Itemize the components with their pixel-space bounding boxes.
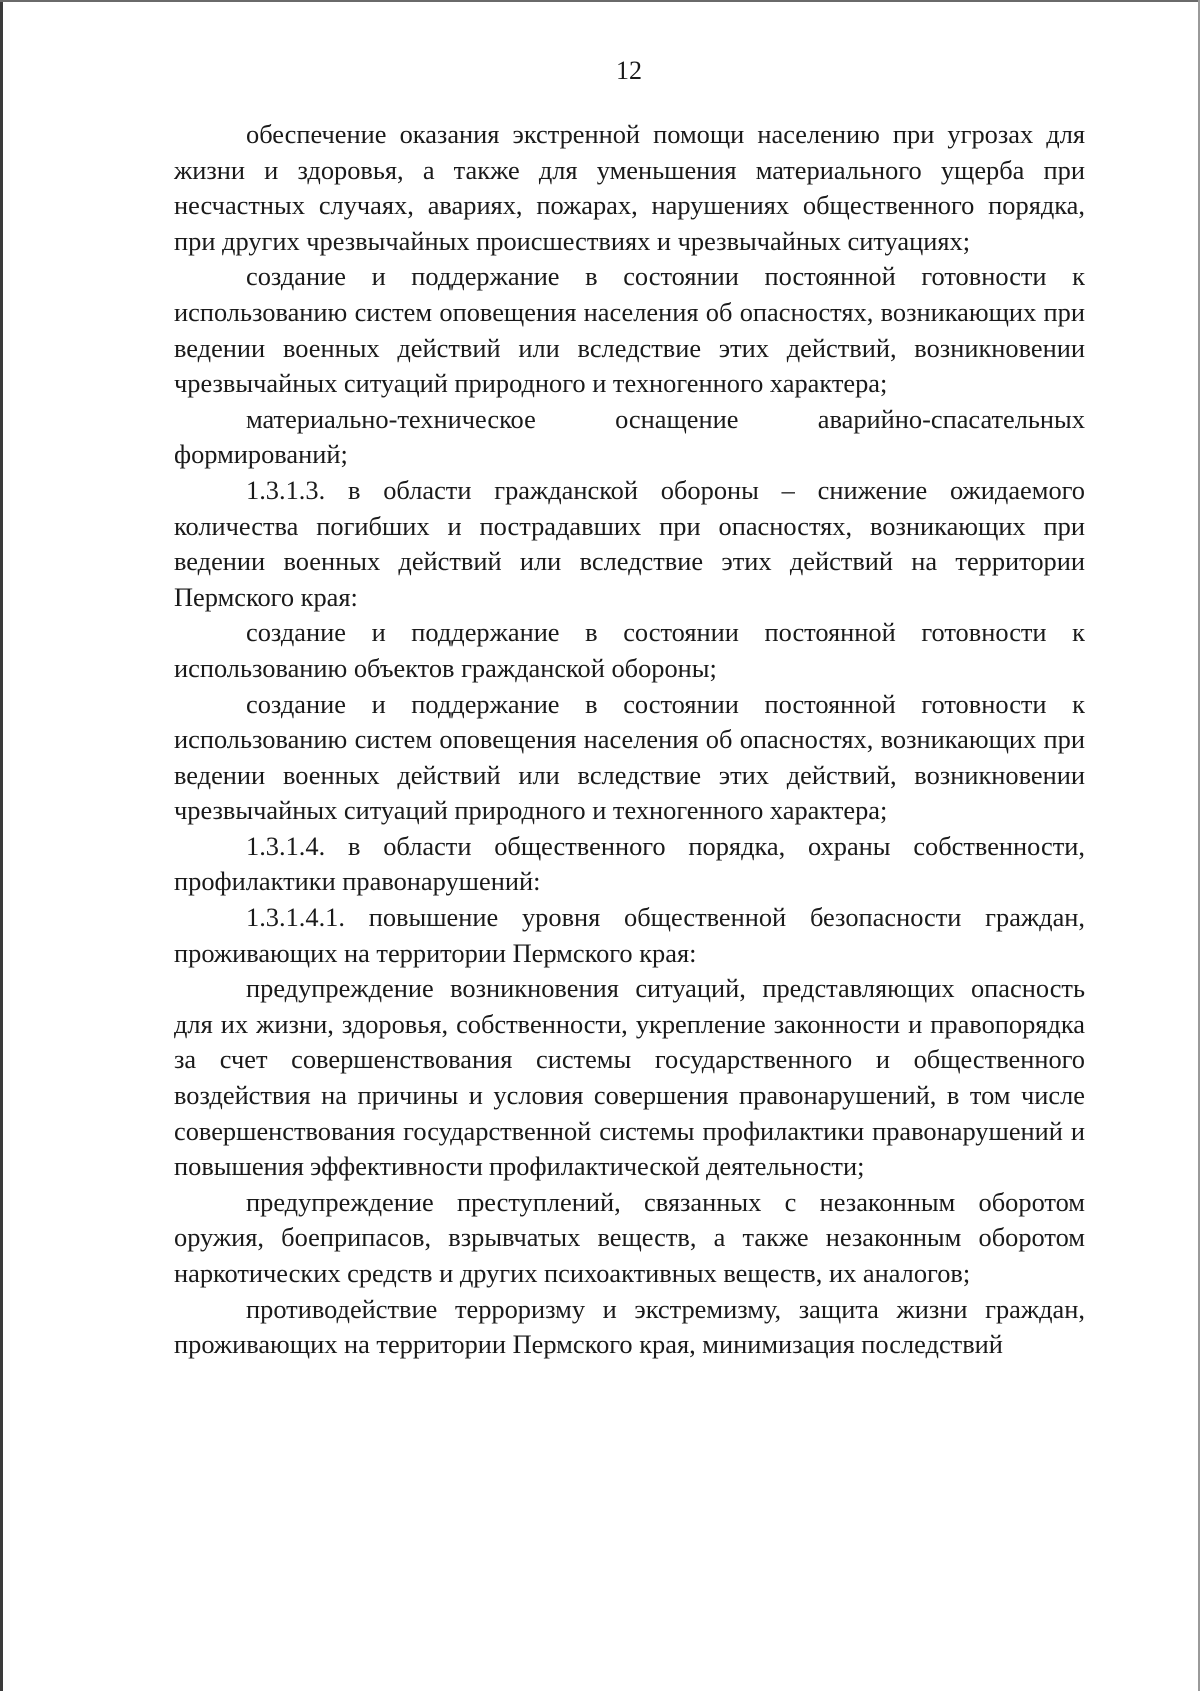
paragraph: материально-техническое оснащение аварийно-спасательных формирований; [174,403,1085,470]
paragraph: предупреждение возникновения ситуаций, представляющих опасность для их жизни, здоровья, собственности, укрепление законности и правопорядка за счет совершенствования системы государственного и общественного воздействия на причины и условия совершения правонарушений, в том числе совершенствования государственной системы профилактики правонарушений и повышения эффективности профилактической деятельности; [174,973,1085,1182]
paragraph: обеспечение оказания экстренной помощи населению при угрозах для жизни и здоровья, а также для уменьшения материального ущерба при несчастных случаях, авариях, пожарах, нарушениях общественного порядка, при других чрезвычайных происшествиях и чрезвычайных ситуациях; [174,119,1085,256]
scan-edge-top [0,0,1200,2]
paragraph: предупреждение преступлений, связанных с незаконным оборотом оружия, боеприпасов, взрывчатых веществ, а также незаконным оборотом наркотических средств и других психоактивных веществ, их аналогов; [174,1186,1085,1288]
scan-edge-left [0,0,3,1691]
page-number: 12 [616,56,642,85]
paragraph: 1.3.1.4.1. повышение уровня общественной безопасности граждан, проживающих на территории Пермского края: [174,902,1085,968]
paragraph: создание и поддержание в состоянии постоянной готовности к использованию объектов гражданской обороны; [174,617,1085,683]
document-body [174,117,1085,1363]
paragraph: противодействие терроризму и экстремизму, защита жизни граждан, проживающих на территории Пермского края, минимизация последствий [174,1293,1085,1360]
paragraph: 1.3.1.3. в области гражданской обороны – снижение ожидаемого количества погибших и пострадавших при опасностях, возникающих при ведении военных действий или вследствие этих действий на территории Пермского края: [174,474,1085,612]
paragraph: создание и поддержание в состоянии постоянной готовности к использованию систем оповещения населения об опасностях, возникающих при ведении военных действий или вследствие этих действий, возникновении чрезвычайных ситуаций природного и техногенного характера; [174,688,1085,826]
paragraph: создание и поддержание в состоянии постоянной готовности к использованию систем оповещения населения об опасностях, возникающих при ведении военных действий или вследствие этих действий, возникновении чрезвычайных ситуаций природного и техногенного характера; [174,261,1085,399]
paragraph: 1.3.1.4. в области общественного порядка, охраны собственности, профилактики правонарушений: [174,830,1085,897]
